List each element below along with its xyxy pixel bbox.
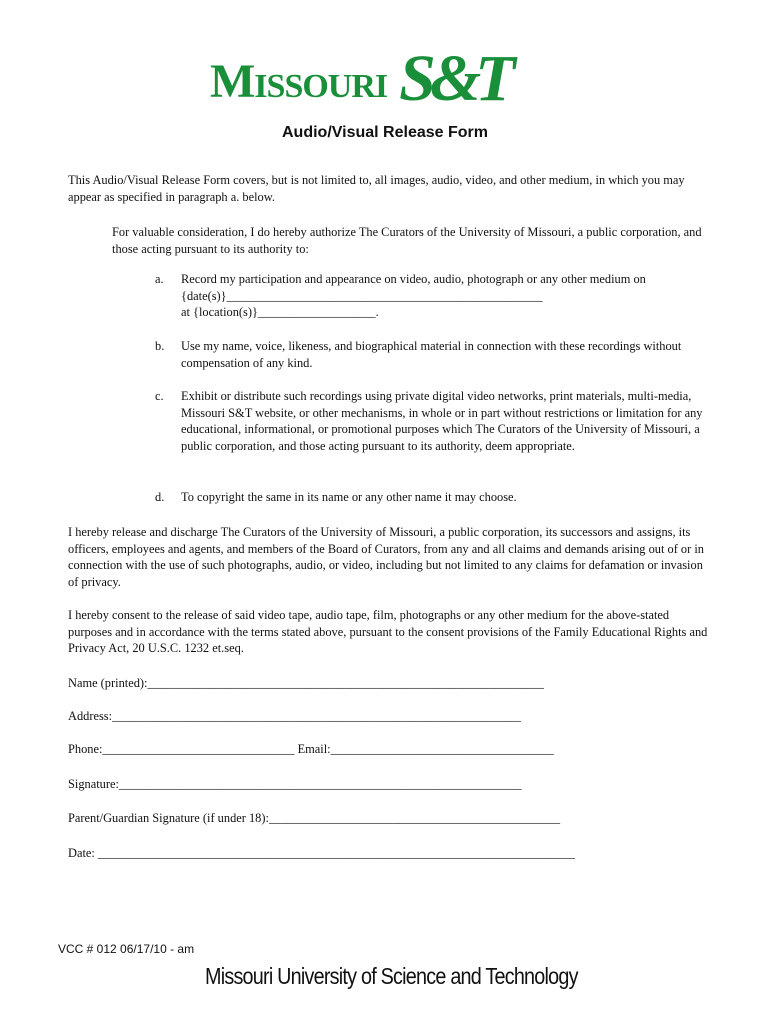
logo-st-mark: S&T xyxy=(399,42,510,115)
list-item-text: Exhibit or distribute such recordings using private digital video networks, print materials, multi-media, Missouri S&T website, or other mechanisms, in whole or in part without restrictions or limitation for any educational, informational, or promotional purposes which The Curators of the University of Missouri, a public corporation, and those acting pursuant to its authority, deem appropriate. xyxy=(181,389,703,453)
list-item-text xyxy=(181,271,715,321)
consent-paragraph: I hereby consent to the release of said video tape, audio tape, film, photographs or any other medium for the above-stated purposes and in accordance with the terms stated above, pursuant to the consent provisions of the Family Educational Rights and Privacy Act, 20 U.S.C. 1232 et.seq. xyxy=(68,608,708,655)
date-blank-line: {date(s)}___________________________________________________ xyxy=(181,288,543,303)
address-field[interactable]: Address:__________________________________________________________________ xyxy=(68,709,521,723)
list-item-c xyxy=(155,388,715,454)
release-paragraph: I hereby release and discharge The Curators of the University of Missouri, a public corporation, its successors and assigns, its officers, employees and agents, and members of the Board of Curators, from any and all claims and demands arising out of or in connection with the use of such photographs, audio, or video, including but not limited to any claims for defamation or invasion of privacy. xyxy=(68,525,704,589)
list-item-a xyxy=(155,271,715,321)
signature-field[interactable]: Signature:_________________________________________________________________ xyxy=(68,777,522,791)
location-blank-line: at {location(s)}___________________. xyxy=(181,305,379,319)
missouri-st-logo xyxy=(210,42,580,115)
logo-wordmark: Missouri xyxy=(210,55,388,108)
list-item-marker: d. xyxy=(155,490,165,504)
name-printed-field[interactable]: Name (printed):________________________________________________________________ xyxy=(68,676,544,690)
intro-paragraph: This Audio/Visual Release Form covers, but is not limited to, all images, audio, video, and other medium, in which you may appear as specified in paragraph a. below. xyxy=(68,173,685,204)
list-item-text: Use my name, voice, likeness, and biographical material in connection with these recordings without compensation of any kind. xyxy=(181,339,682,370)
date-field[interactable]: Date: _____________________________________________________________________________ xyxy=(68,846,575,860)
form-code: VCC # 012 06/17/10 - am xyxy=(58,942,195,956)
guardian-signature-field[interactable]: Parent/Guardian Signature (if under 18):_______________________________________________ xyxy=(68,811,561,825)
form-title: Audio/Visual Release Form xyxy=(282,124,488,141)
list-item-marker: b. xyxy=(155,339,165,353)
phone-email-field[interactable]: Phone:_______________________________ Email:____________________________________ xyxy=(68,742,554,756)
list-item-b xyxy=(155,338,715,371)
list-item-marker: c. xyxy=(155,389,164,403)
list-item-marker: a. xyxy=(155,272,164,286)
university-name-footer: Missouri University of Science and Technology xyxy=(205,963,578,989)
list-item-line: Record my participation and appearance on video, audio, photograph or any other medium on xyxy=(181,272,646,286)
list-item-text: To copyright the same in its name or any other name it may choose. xyxy=(181,490,517,504)
list-item-d xyxy=(155,489,715,506)
authorization-paragraph: For valuable consideration, I do hereby authorize The Curators of the University of Missouri, a public corporation, and those acting pursuant to its authority to: xyxy=(112,225,702,256)
